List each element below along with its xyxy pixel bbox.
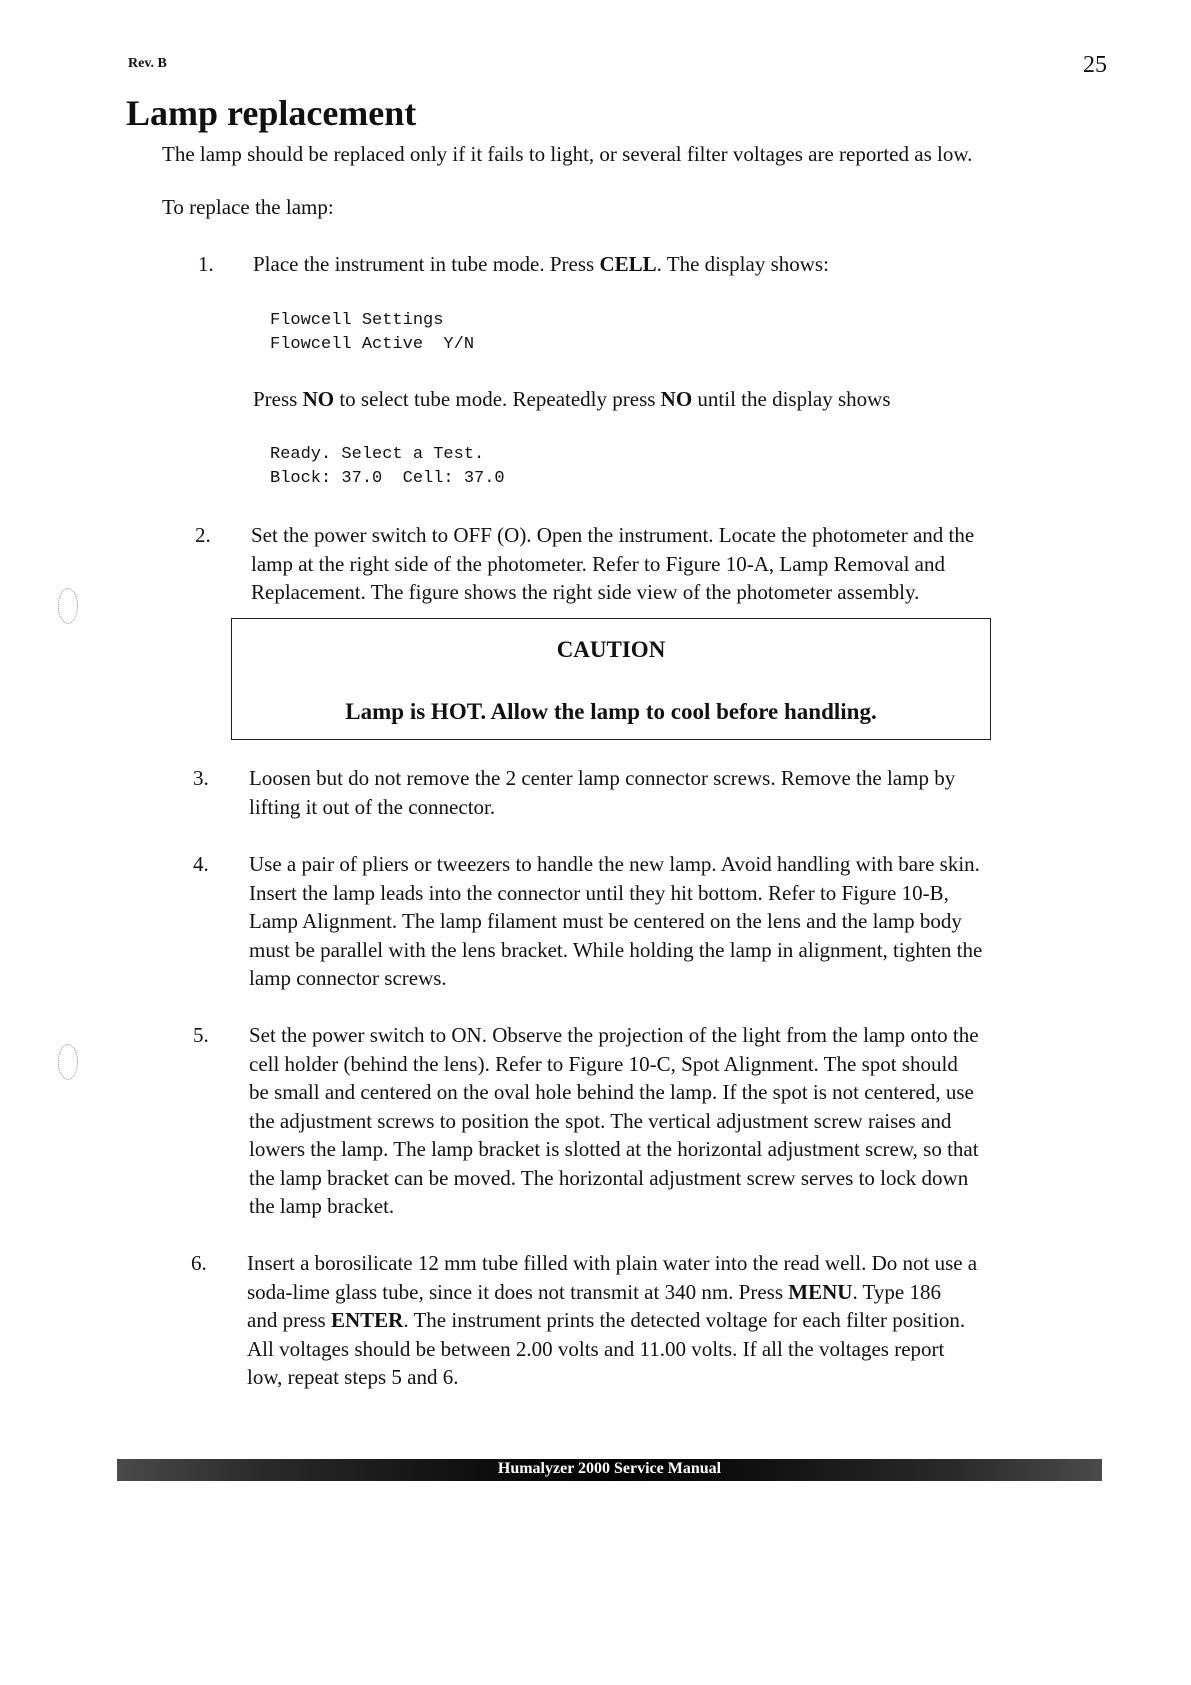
to-replace-text: To replace the lamp: [162,195,334,219]
step-2-text: Set the power switch to OFF (O). Open the instrument. Locate the photometer and the lamp at the right side of the photometer. Refer to Figure 10-A, Lamp Removal and Replacement. The figure shows the right side view of the photometer assembly. [251,523,975,604]
display-ready: Ready. Select a Test. Block: 37.0 Cell: 37.0 [270,445,505,488]
intro-paragraph: The lamp should be replaced only if it fails to light, or several filter voltages are reported as low. [162,142,973,166]
step-5-text: Set the power switch to ON. Observe the projection of the light from the lamp onto the cell holder (behind the lens). Refer to Figure 10-C, Spot Alignment. The spot should be small and centered on the oval hole behind the lamp. If the spot is not centered, use the adjustment screws to position the spot. The vertical adjustment screw raises and lowers the lamp. The lamp bracket is slotted at the horizontal adjustment screw, so that the lamp bracket can be moved. The horizontal adjustment screw serves to lock down the lamp bracket. [249,1023,979,1218]
step-1-text: Place the instrument in tube mode. Press CELL. The display shows: [253,252,829,276]
footer-title: Humalyzer 2000 Service Manual [497,1460,722,1477]
enter-key: ENTER [330,1308,404,1332]
cell-key: CELL [599,252,657,276]
caution-title: CAUTION [556,637,666,662]
menu-key: MENU [788,1279,853,1304]
binder-hole-mark [58,588,78,624]
step-1-follow-text: Press NO to select tube mode. Repeatedly press NO until the display shows [253,387,891,411]
display-flowcell: Flowcell Settings Flowcell Active Y/N [270,311,475,354]
caution-text: Lamp is HOT. Allow the lamp to cool before handling. [345,699,877,724]
page-number: 25 [1083,52,1107,78]
footer-bar [117,1459,1102,1481]
step-1-number: 1. [198,252,214,276]
caution-box [231,618,991,740]
section-title: Lamp replacement [126,93,417,133]
step-5-number: 5. [193,1023,209,1047]
step-4-number: 4. [193,852,209,876]
step-3-number: 3. [193,766,209,790]
step-3-text: Loosen but do not remove the 2 center lamp connector screws. Remove the lamp by lifting it out of the connector. [249,766,956,819]
step-2-number: 2. [195,523,211,547]
step-4-text: Use a pair of pliers or tweezers to handle the new lamp. Avoid handling with bare skin. Insert the lamp leads into the connector until they hit bottom. Refer to Figure 10-B, Lamp Alignment. The lamp filament must be centered on the lens and the lamp body must be parallel with the lens bracket. While holding the lamp in alignment, tighten the lamp connector screws. [249,852,983,990]
revision-label: Rev. B [128,56,167,71]
step-6-number: 6. [191,1251,207,1275]
binder-hole-mark [58,1044,78,1080]
step-6-text: Insert a borosilicate 12 mm tube filled with plain water into the read well. Do not use a soda-lime glass tube, since it does not transmit at 340 nm. Press MENU. Type 186 and press ENTER. The instrument prints the detected voltage for each filter position. All voltages should be between 2.00 volts and 11.00 volts. If all the voltages report low, repeat steps 5 and 6. [247,1251,978,1389]
